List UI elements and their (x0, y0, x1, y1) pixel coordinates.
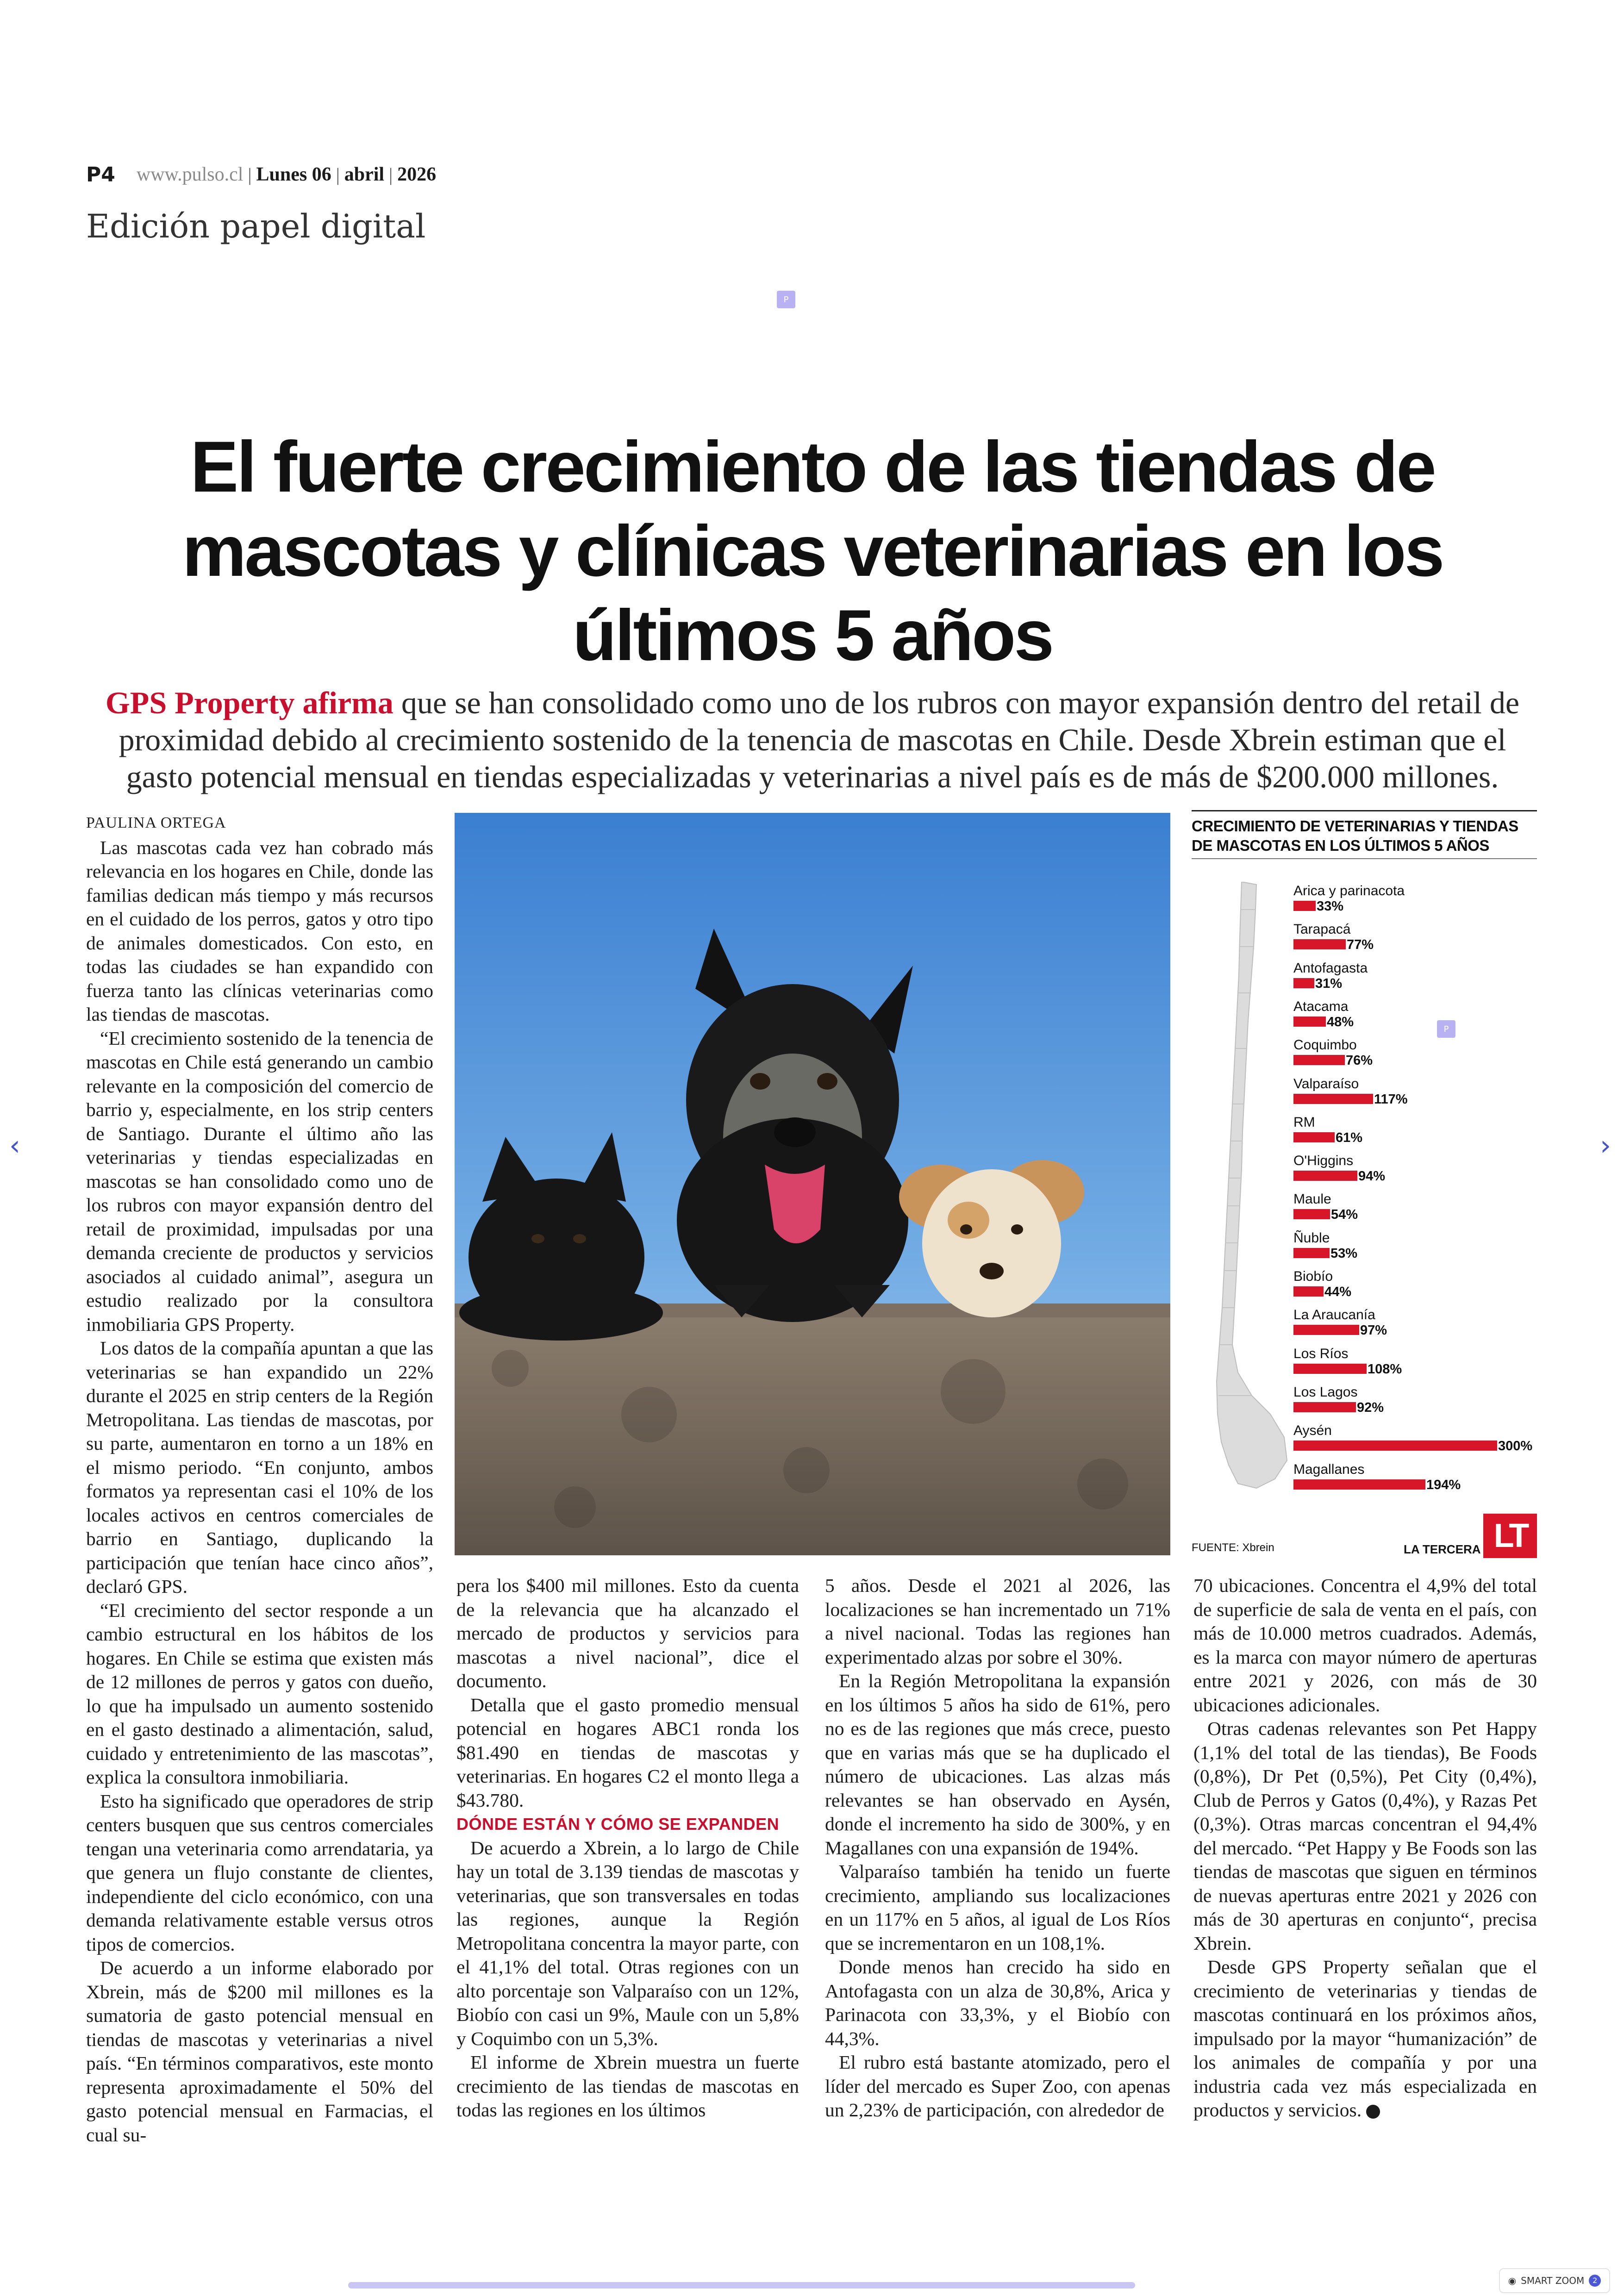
growth-bar (1293, 1132, 1335, 1142)
paragraph: 70 ubicaciones. Concentra el 4,9% del total de superficie de sala de venta en el país, con más de 10.000 metros cuadrados. Además, es la marca con mayor número de aperturas entre 2021 y 2026, con más de 30 ubicaciones adicionales. (1193, 1575, 1537, 1715)
region-label: Valparaíso (1293, 1076, 1359, 1091)
region-label: Arica y parinacota (1293, 883, 1405, 898)
growth-value: 54% (1331, 1207, 1358, 1222)
date-day: Lunes 06 (256, 164, 331, 185)
paragraph: Las mascotas cada vez han cobrado más relevancia en los hogares en Chile, donde las familias dedican más tiempo y más recursos en el cuidado de los perros, gatos y otro tipo de animales domesticados. Con esto, en todas las ciudades se han expandido con fuerza tanto las clínicas veterinarias como las tiendas de mascotas. (86, 836, 433, 1025)
page-number: P4 (86, 162, 115, 187)
section-subhead: DÓNDE ESTÁN Y CÓMO SE EXPANDEN (456, 1815, 780, 1834)
growth-bar (1293, 1171, 1357, 1181)
paragraph: Valparaíso también ha tenido un fuerte crecimiento, ampliando sus localizaciones en un 117% en 5 años, al igual de Los Ríos que se incrementaron en un 108,1%. (825, 1861, 1170, 1954)
growth-bar (1293, 1441, 1497, 1451)
region-label: O'Higgins (1293, 1153, 1354, 1169)
paragraph: De acuerdo a Xbrein, a lo largo de Chile hay un total de 3.139 tiendas de mascotas y veterinarias, que son transversales en todas las regiones, aunque la Región Metropolitana concentra la mayor parte, con el 41,1% del total. Otras regiones con un alto porcentaje son Valparaíso con un 12%, Biobío con casi un 9%, Maule con un 5,8% y Coquimbo con un 5,3%. (456, 1837, 799, 2049)
article-column-2 (456, 1574, 799, 2122)
brand-logo: LT (1483, 1514, 1537, 1558)
growth-bar (1293, 1055, 1345, 1065)
region-label: Los Ríos (1293, 1346, 1349, 1361)
growth-bar (1293, 901, 1316, 911)
growth-value: 44% (1324, 1285, 1352, 1299)
growth-bar (1293, 939, 1346, 949)
growth-value: 92% (1357, 1400, 1384, 1415)
growth-value: 53% (1330, 1246, 1358, 1261)
divider: | (336, 164, 340, 185)
region-label: Maule (1293, 1191, 1331, 1207)
brand-name: LA TERCERA (1404, 1542, 1481, 1556)
region-label: Magallanes (1293, 1461, 1365, 1477)
date-month: abril (344, 164, 385, 185)
paragraph: El informe de Xbrein muestra un fuerte crecimiento de las tiendas de mascotas en todas las regiones en los últimos (456, 2052, 799, 2120)
deck (93, 684, 1532, 795)
headline: El fuerte crecimiento de las tiendas de mascotas y clínicas veterinarias en los últimos 5 años (182, 427, 1443, 676)
growth-value: 300% (1498, 1439, 1533, 1454)
region-label: Tarapacá (1293, 922, 1351, 937)
zoom-count-badge: 2 (1589, 2275, 1601, 2287)
growth-bar (1293, 978, 1314, 988)
region-label: Atacama (1293, 998, 1349, 1014)
article-column-4 (1193, 1574, 1537, 2122)
region-label: Biobío (1293, 1269, 1333, 1284)
paragraph: Otras cadenas relevantes son Pet Happy (1,1% del total de las tiendas), Be Foods (0,8%), Dr Pet (0,5%), Pet City (0,4%), Club de Perros y Gatos (0,4%), y Razas Pet (0,3%). Otras marcas concentran el 94,4% del mercado. “Pet Happy y Be Foods son las tiendas de mascotas que siguen en términos de nuevas aperturas entre 2021 y 2026 con más de 30 aperturas en conjunto“, precisa Xbrein. (1193, 1718, 1537, 1954)
smart-zoom-button[interactable] (1499, 2268, 1610, 2293)
divider (1192, 810, 1537, 811)
chart-source: FUENTE: Xbrein (1192, 1541, 1274, 1554)
paragraph: pera los $400 mil millones. Esto da cuenta de la relevancia que ha alcanzado el mercado de productos y servicios para mascotas a nivel nacional”, dice el documento. (456, 1575, 799, 1691)
growth-bar (1293, 1248, 1330, 1258)
growth-bar (1293, 1209, 1330, 1219)
region-label: Coquimbo (1293, 1037, 1357, 1053)
growth-bar (1293, 1479, 1425, 1490)
dogs-photo (455, 813, 1170, 1555)
paragraph: Donde menos han crecido ha sido en Antofagasta con un alza de 30,8%, Arica y Parinacota con 33,3%, y el Biobío con 44,3%. (825, 1956, 1170, 2049)
next-page-arrow[interactable]: › (1600, 1129, 1611, 1162)
growth-bar (1293, 1364, 1367, 1374)
paragraph-text: Desde GPS Property señalan que el crecimiento de veterinarias y tiendas de mascotas continuará en los próximos años, impulsado por la mayor “humanización” de los animales de compañía y por una industria cada vez más especializada en productos y servicios. (1193, 1956, 1537, 2120)
region-label: Aysén (1293, 1423, 1332, 1439)
region-label: RM (1293, 1114, 1315, 1130)
eye-icon: ◉ (1508, 2275, 1517, 2286)
growth-bar (1293, 1325, 1359, 1335)
article-column-1 (86, 811, 433, 2147)
paragraph: De acuerdo a un informe elaborado por Xbrein, más de $200 mil millones es la sumatoria de gasto potencial mensual en tiendas de mascotas y veterinarias a nivel país. “En términos comparativos, este monto representa aproximadamente el 50% del gasto potencial mensual en Farmacias, el cual su- (86, 1957, 433, 2145)
divider: | (248, 164, 252, 185)
growth-value: 77% (1347, 937, 1374, 953)
growth-value: 117% (1374, 1091, 1408, 1107)
end-mark-icon: P (1366, 2105, 1380, 2119)
growth-bar (1293, 1094, 1373, 1104)
page-marker-icon[interactable]: P (1437, 1020, 1455, 1038)
growth-value: 97% (1360, 1323, 1387, 1338)
growth-value: 48% (1327, 1014, 1354, 1029)
paragraph: “El crecimiento sostenido de la tenencia de mascotas en Chile está generando un cambio relevante en la composición del comercio de barrio y, especialmente, en los strip centers de Santiago. Durante el último año las veterinarias y tiendas especializadas en mascotas se han consolidado como uno de los rubros con mayor expansión dentro del retail de proximidad, impulsadas por una demanda creciente de productos y servicios asociados al cuidado animal”, asegura un estudio realizado por la consultora inmobiliaria GPS Property. (86, 1027, 433, 1335)
paragraph: Esto ha significado que operadores de strip centers busquen que sus centros comerciales tengan una veterinaria como arrendataria, ya que genera un flujo constante de clientes, independiente del ciclo económico, con una demanda relativamente estable versus otros tipos de comercios. (86, 1790, 433, 1955)
region-label: Los Lagos (1293, 1384, 1358, 1400)
paragraph: El rubro está bastante atomizado, pero el líder del mercado es Super Zoo, con apenas un 2,23% de participación, con alrededor de (825, 2052, 1170, 2120)
deck-highlight: GPS Property afirma (105, 685, 394, 720)
byline: PAULINA ORTEGA (86, 814, 226, 831)
page-marker-icon[interactable]: P (777, 291, 795, 308)
growth-value: 31% (1315, 976, 1343, 991)
date-year: 2026 (397, 164, 437, 185)
paragraph: Detalla que el gasto promedio mensual potencial en hogares ABC1 ronda los $81.490 en tiendas de mascotas y veterinarias. En hogares C2 el monto llega a $43.780. (456, 1694, 799, 1811)
chile-map (1206, 882, 1289, 1493)
paragraph: En la Región Metropolitana la expansión en los últimos 5 años ha sido de 61%, pero no es de las regiones que más crece, puesto que en varias más que se ha duplicado el número de ubicaciones. Las alzas más relevantes se han observado en Aysén, donde el incremento ha sido de 300%, y en Magallanes con una expansión de 194%. (825, 1670, 1170, 1858)
growth-infographic (1192, 810, 1537, 1560)
site-url[interactable]: www.pulso.cl (136, 164, 244, 185)
divider (1192, 858, 1537, 859)
region-label: Antofagasta (1293, 960, 1368, 976)
growth-value: 194% (1426, 1477, 1461, 1492)
page-scrollbar[interactable] (348, 2282, 1135, 2289)
zoom-label: SMART ZOOM (1521, 2275, 1585, 2286)
growth-value: 61% (1336, 1130, 1363, 1145)
paragraph (1193, 1955, 1537, 2122)
prev-page-arrow[interactable]: ‹ (9, 1129, 20, 1162)
growth-bar (1293, 1286, 1324, 1297)
growth-bar (1293, 1017, 1326, 1027)
growth-bar (1293, 1402, 1356, 1412)
edition-label: Edición papel digital (86, 207, 426, 245)
chart-title: CRECIMIENTO DE VETERINARIAS Y TIENDAS DE MASCOTAS EN LOS ÚLTIMOS 5 AÑOS (1192, 817, 1518, 854)
paragraph: “El crecimiento del sector responde a un cambio estructural en los hábitos de los hogares. En Chile se estima que existen más de 12 millones de perros y gatos con dueño, lo que ha impulsado un aumento sostenido en el gasto destinado a alimentación, salud, cuidado y entretenimiento de las mascotas”, explica la consultora inmobiliaria. (86, 1599, 433, 1788)
region-label: La Araucanía (1293, 1307, 1375, 1323)
page-header (86, 163, 436, 186)
article-column-3 (825, 1574, 1170, 2122)
paragraph: Los datos de la compañía apuntan a que las veterinarias se han expandido un 22% durante el 2025 en strip centers de la Región Metropolitana. Las tiendas de mascotas, por su parte, aumentaron en torno a un 18% en el mismo periodo. “En conjunto, ambos formatos ya representan casi el 10% de los locales activos en centros comerciales de barrio en Santiago, duplicando la participación que tenían hace cinco años”, declaró GPS. (86, 1337, 433, 1597)
region-label: Ñuble (1293, 1230, 1330, 1246)
paragraph: 5 años. Desde el 2021 al 2026, las localizaciones se han incrementado un 71% a nivel nacional. Todas las regiones han experimentado alzas por sobre el 30%. (825, 1575, 1170, 1668)
growth-value: 108% (1368, 1361, 1402, 1377)
growth-value: 33% (1317, 899, 1344, 914)
growth-value: 94% (1358, 1169, 1386, 1184)
growth-value: 76% (1346, 1053, 1373, 1068)
deck-text: que se han consolidado como uno de los rubros con mayor expansión dentro del retail de proximidad debido al crecimiento sostenido de la tenencia de mascotas en Chile. Desde Xbrein estiman que el gasto potencial mensual en tiendas especializadas y veterinarias a nivel país es de más de $200.000 millones. (119, 685, 1520, 794)
divider: | (389, 164, 393, 185)
